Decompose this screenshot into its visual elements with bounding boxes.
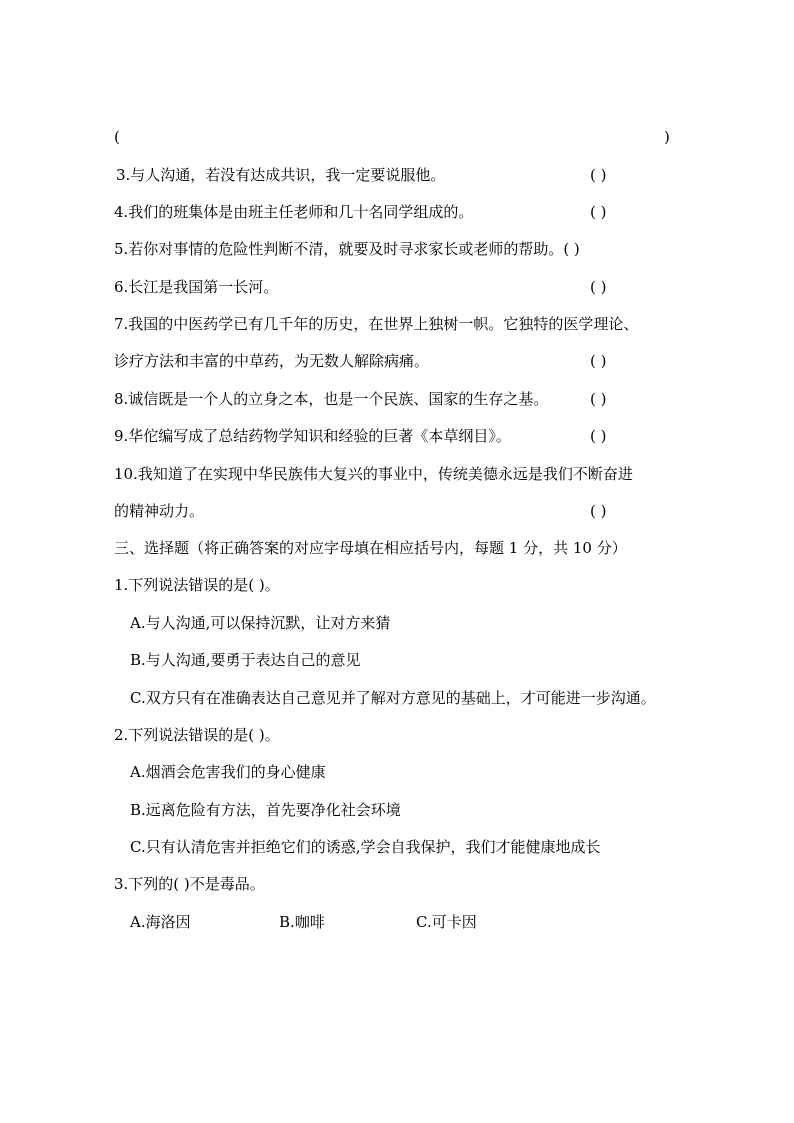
question-1-stem: 1.下列说法错误的是( )。: [114, 576, 280, 594]
answer-paren: ( ): [590, 390, 607, 408]
question-3-option-c: C.可卡因: [416, 913, 477, 931]
answer-paren-open: (: [114, 128, 120, 146]
question-1-option-b: B.与人沟通,要勇于表达自己的意见: [130, 651, 361, 669]
answer-paren: ( ): [590, 203, 607, 221]
answer-paren: ( ): [590, 427, 607, 445]
tf-item-10-line1: 10.我知道了在实现中华民族伟大复兴的事业中，传统美德永远是我们不断奋进: [114, 465, 633, 483]
answer-paren: ( ): [590, 502, 607, 520]
answer-paren: ( ): [590, 352, 607, 370]
question-2-option-c: C.只有认清危害并拒绝它们的诱惑,学会自我保护，我们才能健康地成长: [130, 838, 601, 856]
tf-item-4: 4.我们的班集体是由班主任老师和几十名同学组成的。: [114, 203, 474, 221]
answer-paren: ( ): [590, 166, 607, 184]
question-3-stem: 3.下列的( )不是毒品。: [114, 875, 265, 893]
tf-item-7-line1: 7.我国的中医药学已有几千年的历史，在世界上独树一帜。它独特的医学理论、: [114, 315, 639, 333]
answer-paren-close: ): [664, 128, 670, 146]
tf-item-9: 9.华佗编写成了总结药物学知识和经验的巨著《本草纲目》。: [114, 427, 511, 445]
question-1-option-c: C.双方只有在准确表达自己意见并了解对方意见的基础上，才可能进一步沟通。: [130, 689, 656, 707]
tf-item-10-line2: 的精神动力。: [114, 502, 205, 520]
question-3-option-a: A.海洛因: [130, 913, 191, 931]
question-3-option-b: B.咖啡: [279, 913, 325, 931]
tf-item-7-line2: 诊疗方法和丰富的中草药，为无数人解除病痛。: [114, 352, 430, 370]
question-1-option-a: A.与人沟通,可以保持沉默，让对方来猜: [130, 614, 391, 632]
question-2-option-b: B.远离危险有方法，首先要净化社会环境: [130, 801, 401, 819]
section-title-choice: 三、选择题（将正确答案的对应字母填在相应括号内，每题 1 分，共 10 分）: [114, 539, 627, 557]
tf-item-6: 6.长江是我国第一长河。: [114, 278, 279, 296]
answer-paren: ( ): [590, 278, 607, 296]
tf-item-3: 3.与人沟通，若没有达成共识，我一定要说服他。: [116, 166, 446, 184]
question-2-option-a: A.烟酒会危害我们的身心健康: [130, 763, 326, 781]
tf-item-8: 8.诚信既是一个人的立身之本，也是一个民族、国家的生存之基。: [114, 390, 549, 408]
tf-item-5: 5.若你对事情的危险性判断不清，就要及时寻求家长或老师的帮助。( ): [114, 240, 580, 258]
question-2-stem: 2.下列说法错误的是( )。: [114, 726, 280, 744]
